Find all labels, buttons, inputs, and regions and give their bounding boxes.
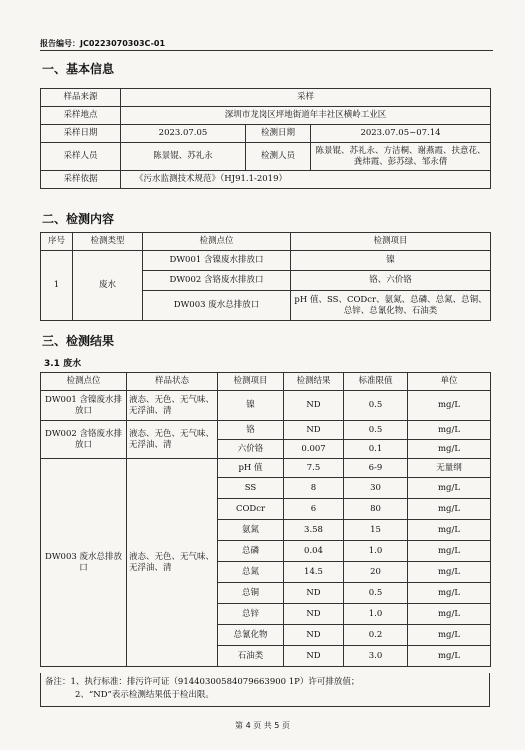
sampling-site-value: 深圳市龙岗区坪地街道年丰社区横岭工业区	[121, 107, 491, 125]
header-divider	[40, 50, 493, 51]
test-date-label: 检测日期	[246, 125, 311, 143]
tester-value: 陈景锟、苏礼永、方洁桐、谢燕霞、扶意花、龚炜霞、彭苏绿、邹永倩	[311, 143, 491, 171]
result-value: 8	[284, 478, 344, 499]
result-value: 3.58	[284, 520, 344, 541]
result-limit: 15	[344, 520, 408, 541]
content-header-point: 检测点位	[143, 233, 291, 251]
result-unit: mg/L	[408, 421, 491, 440]
result-value: ND	[284, 583, 344, 604]
table-row	[41, 459, 491, 478]
result-header-limit: 标准限值	[344, 373, 408, 391]
result-value: 7.5	[284, 459, 344, 478]
sample-source-label: 样品来源	[41, 89, 121, 107]
result-limit: 1.0	[344, 541, 408, 562]
result-limit: 0.5	[344, 391, 408, 421]
result-item: 铬	[218, 421, 284, 440]
result-unit: mg/L	[408, 604, 491, 625]
result-value: ND	[284, 421, 344, 440]
result-value: 0.007	[284, 440, 344, 459]
result-limit: 20	[344, 562, 408, 583]
result-item: pH 值	[218, 459, 284, 478]
tester-label: 检测人员	[246, 143, 311, 171]
table-row	[41, 391, 491, 421]
report-number: 报告编号：JC0223070303C-01	[40, 39, 166, 48]
result-unit: mg/L	[408, 440, 491, 459]
result-unit: mg/L	[408, 499, 491, 520]
result-point: DW003 废水总排放口	[41, 459, 127, 667]
result-unit: mg/L	[408, 562, 491, 583]
result-unit: mg/L	[408, 478, 491, 499]
result-header-item: 检测项目	[218, 373, 284, 391]
result-value: 6	[284, 499, 344, 520]
result-limit: 0.5	[344, 421, 408, 440]
content-no: 1	[41, 251, 73, 321]
content-point: DW003 废水总排放口	[143, 291, 291, 321]
sampling-site-label: 采样地点	[41, 107, 121, 125]
test-date-value: 2023.07.05~07.14	[311, 125, 491, 143]
sampling-date-label: 采样日期	[41, 125, 121, 143]
content-items: 镍	[291, 251, 491, 271]
result-item: 总氮	[218, 562, 284, 583]
result-limit: 1.0	[344, 604, 408, 625]
result-value: ND	[284, 604, 344, 625]
result-item: 六价铬	[218, 440, 284, 459]
result-limit: 30	[344, 478, 408, 499]
sampling-basis-label: 采样依据	[41, 171, 121, 189]
content-point: DW001 含镍废水排放口	[143, 251, 291, 271]
result-state: 液态、无色、无气味、无浮油、清	[127, 391, 218, 421]
section-results-title: 三、检测结果	[42, 334, 115, 348]
result-point: DW002 含铬废水排放口	[41, 421, 127, 459]
page-number: 第 4 页 共 5 页	[235, 721, 290, 730]
result-limit: 0.2	[344, 625, 408, 646]
section-content-title: 二、检测内容	[42, 212, 115, 226]
remark-line-1: 备注：1、执行标准：排污许可证（91440300584079663900 1P）许可排放值；	[45, 677, 360, 687]
result-limit: 0.1	[344, 440, 408, 459]
result-unit: mg/L	[408, 541, 491, 562]
remark-line-2: 2、“ND”表示检测结果低于检出限。	[75, 690, 214, 700]
result-item: 总磷	[218, 541, 284, 562]
result-item: CODcr	[218, 499, 284, 520]
sampler-value: 陈景锟、苏礼永	[121, 143, 246, 171]
remarks-box	[40, 673, 490, 707]
content-point: DW002 含铬废水排放口	[143, 271, 291, 291]
result-limit: 6-9	[344, 459, 408, 478]
result-item: 石油类	[218, 646, 284, 667]
result-value: ND	[284, 646, 344, 667]
content-header-no: 序号	[41, 233, 73, 251]
result-unit: mg/L	[408, 391, 491, 421]
result-item: 总氰化物	[218, 625, 284, 646]
result-header-state: 样品状态	[127, 373, 218, 391]
section-basic-info-title: 一、基本信息	[42, 62, 115, 76]
result-state: 液态、无色、无气味、无浮油、清	[127, 421, 218, 459]
table-row	[41, 421, 491, 440]
result-value: ND	[284, 625, 344, 646]
result-state: 液态、无色、无气味、无浮油、清	[127, 459, 218, 667]
sampling-date-value: 2023.07.05	[121, 125, 246, 143]
result-item: 氨氮	[218, 520, 284, 541]
result-value: ND	[284, 391, 344, 421]
subsection-wastewater-title: 3.1 废水	[44, 359, 82, 369]
result-value: 14.5	[284, 562, 344, 583]
result-header-result: 检测结果	[284, 373, 344, 391]
result-limit: 3.0	[344, 646, 408, 667]
content-items: 铬、六价铬	[291, 271, 491, 291]
sampling-basis-value: 《污水监测技术规范》（HJ91.1-2019）	[121, 171, 491, 189]
result-header-unit: 单位	[408, 373, 491, 391]
content-header-type: 检测类型	[73, 233, 143, 251]
result-unit: mg/L	[408, 646, 491, 667]
result-limit: 0.5	[344, 583, 408, 604]
result-unit: 无量纲	[408, 459, 491, 478]
result-item: 总铜	[218, 583, 284, 604]
result-unit: mg/L	[408, 625, 491, 646]
sample-source-value: 采样	[121, 89, 491, 107]
result-value: 0.04	[284, 541, 344, 562]
result-unit: mg/L	[408, 583, 491, 604]
result-point: DW001 含镍废水排放口	[41, 391, 127, 421]
result-item: SS	[218, 478, 284, 499]
test-content-table	[40, 232, 491, 321]
result-limit: 80	[344, 499, 408, 520]
content-type: 废水	[73, 251, 143, 321]
result-item: 镍	[218, 391, 284, 421]
result-unit: mg/L	[408, 520, 491, 541]
basic-info-table	[40, 88, 491, 189]
wastewater-results-table	[40, 372, 491, 667]
content-header-items: 检测项目	[291, 233, 491, 251]
result-header-point: 检测点位	[41, 373, 127, 391]
content-items: pH 值、SS、CODcr、氨氮、总磷、总氮、总铜、总锌、总氰化物、石油类	[291, 291, 491, 321]
sampler-label: 采样人员	[41, 143, 121, 171]
result-item: 总锌	[218, 604, 284, 625]
